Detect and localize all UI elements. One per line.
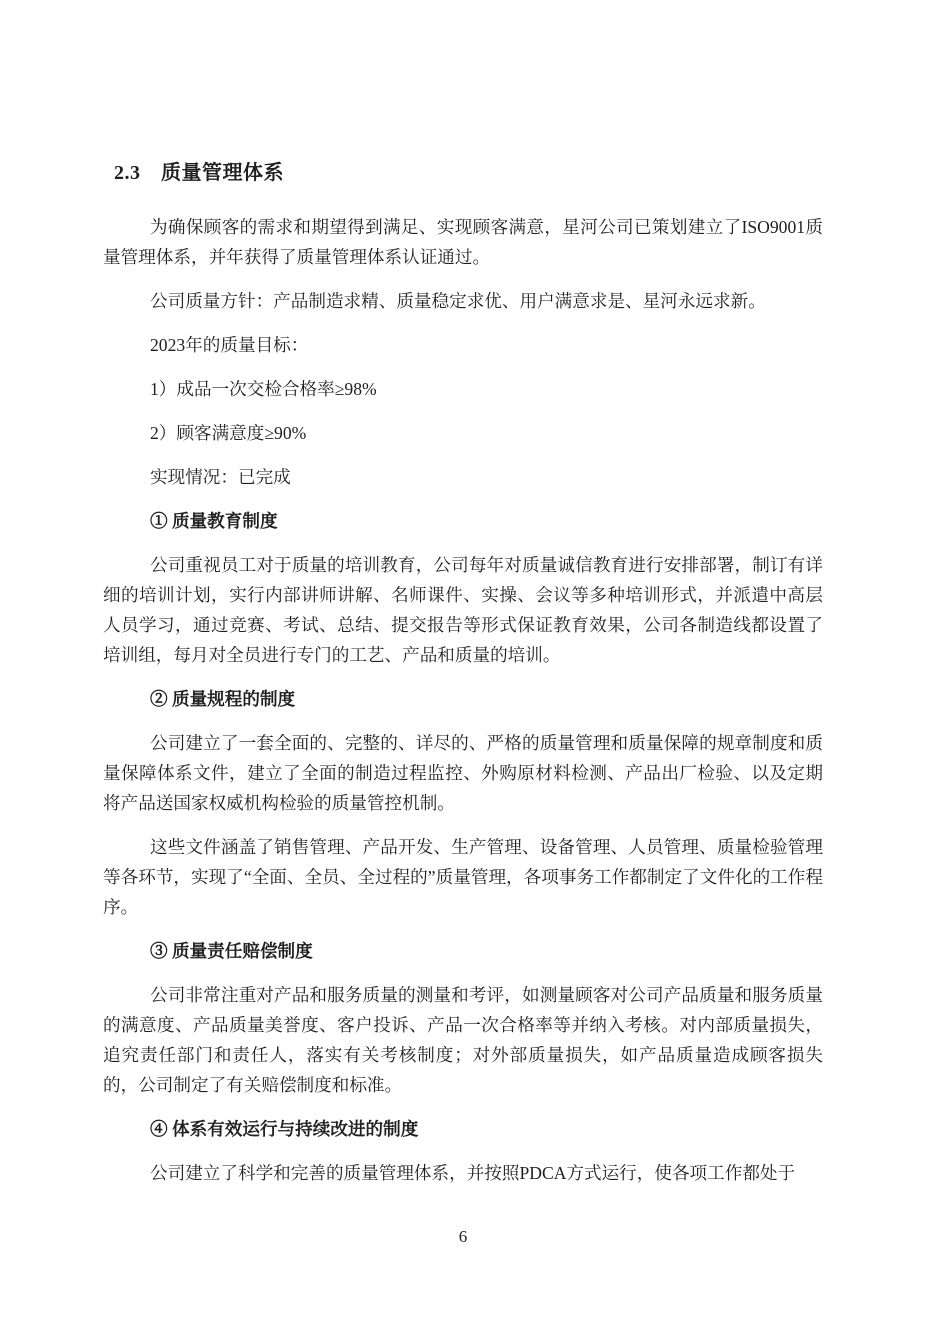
sub-heading-quality-regulations: ② 质量规程的制度 — [150, 689, 296, 709]
line-goal-2-satisfaction: 2）顾客满意度≥90% — [150, 423, 307, 443]
paragraph-system-operation-pdca: 公司建立了科学和完善的质量管理体系，并按照PDCA方式运行，使各项工作都处于 — [150, 1163, 796, 1183]
paragraph-iso-certification: 为确保顾客的需求和期望得到满足、实现顾客满意，星河公司已策划建立了ISO9001质量管理体系，并年获得了质量管理体系认证通过。 — [103, 217, 823, 267]
section-heading: 2.3 质量管理体系 — [114, 162, 284, 184]
paragraph-quality-liability: 公司非常注重对产品和服务质量的测量和考评，如测量顾客对公司产品质量和服务质量的满意度、产品质量美誉度、客户投诉、产品一次合格率等并纳入考核。对内部质量损失，追究责任部门和责任人，落实有关考核制度；对外部质量损失，如产品质量造成顾客损失的，公司制定了有关赔偿制度和标准。 — [103, 985, 823, 1095]
paragraph-quality-education: 公司重视员工对于质量的培训教育，公司每年对质量诚信教育进行安排部署，制订有详细的培训计划，实行内部讲师讲解、名师课件、实操、会议等多种培训形式，并派遣中高层人员学习，通过竞赛、考试、总结、提交报告等形式保证教育效果，公司各制造线都设置了培训组，每月对全员进行专门的工艺、产品和质量的培训。 — [103, 555, 823, 665]
paragraph-quality-regulations-system: 公司建立了一套全面的、完整的、详尽的、严格的质量管理和质量保障的规章制度和质量保障体系文件，建立了全面的制造过程监控、外购原材料检测、产品出厂检验、以及定期将产品送国家权威机构检验的质量管控机制。 — [103, 733, 823, 813]
sub-heading-quality-education: ① 质量教育制度 — [150, 511, 278, 531]
paragraph-quality-regulations-coverage: 这些文件涵盖了销售管理、产品开发、生产管理、设备管理、人员管理、质量检验管理等各环节，实现了“全面、全员、全过程的”质量管理，各项事务工作都制定了文件化的工作程序。 — [103, 837, 823, 917]
line-quality-goals-2023: 2023年的质量目标： — [150, 335, 309, 355]
paragraph-quality-policy: 公司质量方针：产品制造求精、质量稳定求优、用户满意求是、星河永远求新。 — [150, 291, 766, 311]
page-number: 6 — [458, 1227, 468, 1246]
sub-heading-quality-liability: ③ 质量责任赔偿制度 — [150, 941, 313, 961]
line-goal-1-pass-rate: 1）成品一次交检合格率≥98% — [150, 379, 377, 399]
line-goal-status: 实现情况：已完成 — [150, 467, 291, 487]
sub-heading-system-operation-improvement: ④ 体系有效运行与持续改进的制度 — [150, 1119, 419, 1139]
